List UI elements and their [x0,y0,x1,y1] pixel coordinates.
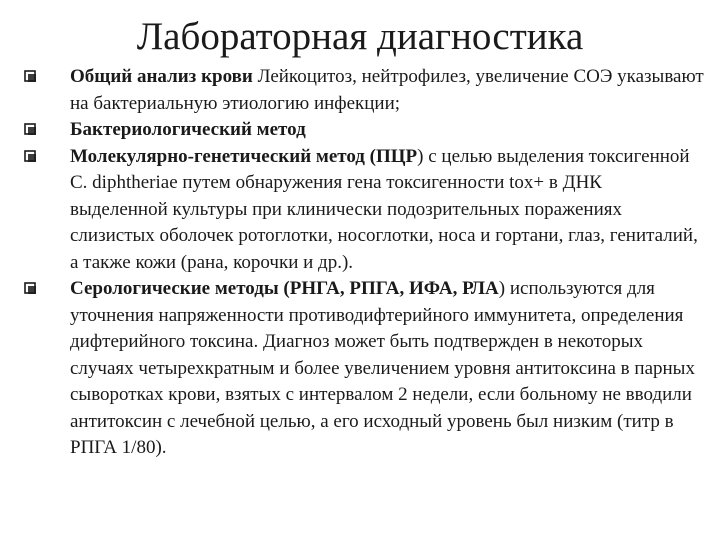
item-text: Лейкоцитоз, нейтрофилез, увеличение СОЭ указывают на бактериальную этиологию инфекции; [70,66,704,114]
checkbox-bullet-icon [24,70,36,82]
page-title: Лабораторная диагностика [136,15,584,58]
checkbox-bullet-icon [24,150,36,162]
item-text: ) используются для уточнения напряженности противодифтерийного иммунитета, определения дифтерийного токсина. Диагноз может быть подтвержден в некоторых случаях четырехкратным и более увеличением уровня антитоксина в парных сыворотках крови, взятых с интервалом 2 недели, если больному не вводили антитоксин с лечебной целью, а его исходный уровень был низким (титр в РПГА 1/80). [70,278,695,458]
bullet-list [24,64,704,462]
list-item [24,144,704,277]
checkbox-bullet-icon [24,123,36,135]
item-heading: Бактериологический метод [70,119,306,140]
item-heading: Молекулярно-генетический метод (ПЦР [70,145,418,167]
list-item [24,117,704,144]
item-heading: Общий анализ крови [70,66,253,87]
list-item [24,64,704,117]
item-heading: Серологические методы (РНГА, РПГА, ИФА, РЛА [70,278,499,299]
list-item [24,276,704,462]
checkbox-bullet-icon [24,282,36,294]
item-text: ) с целью выделения токсигенной C. diphtheriae путем обнаружения гена токсигенности tox+ в ДНК выделенной культуры при клинически подозрительных поражениях слизистых оболочек ротоглотки, носоглотки, носа и гортани, глаз, гениталий, а также кожи (рана, корочки и др.). [70,145,698,273]
